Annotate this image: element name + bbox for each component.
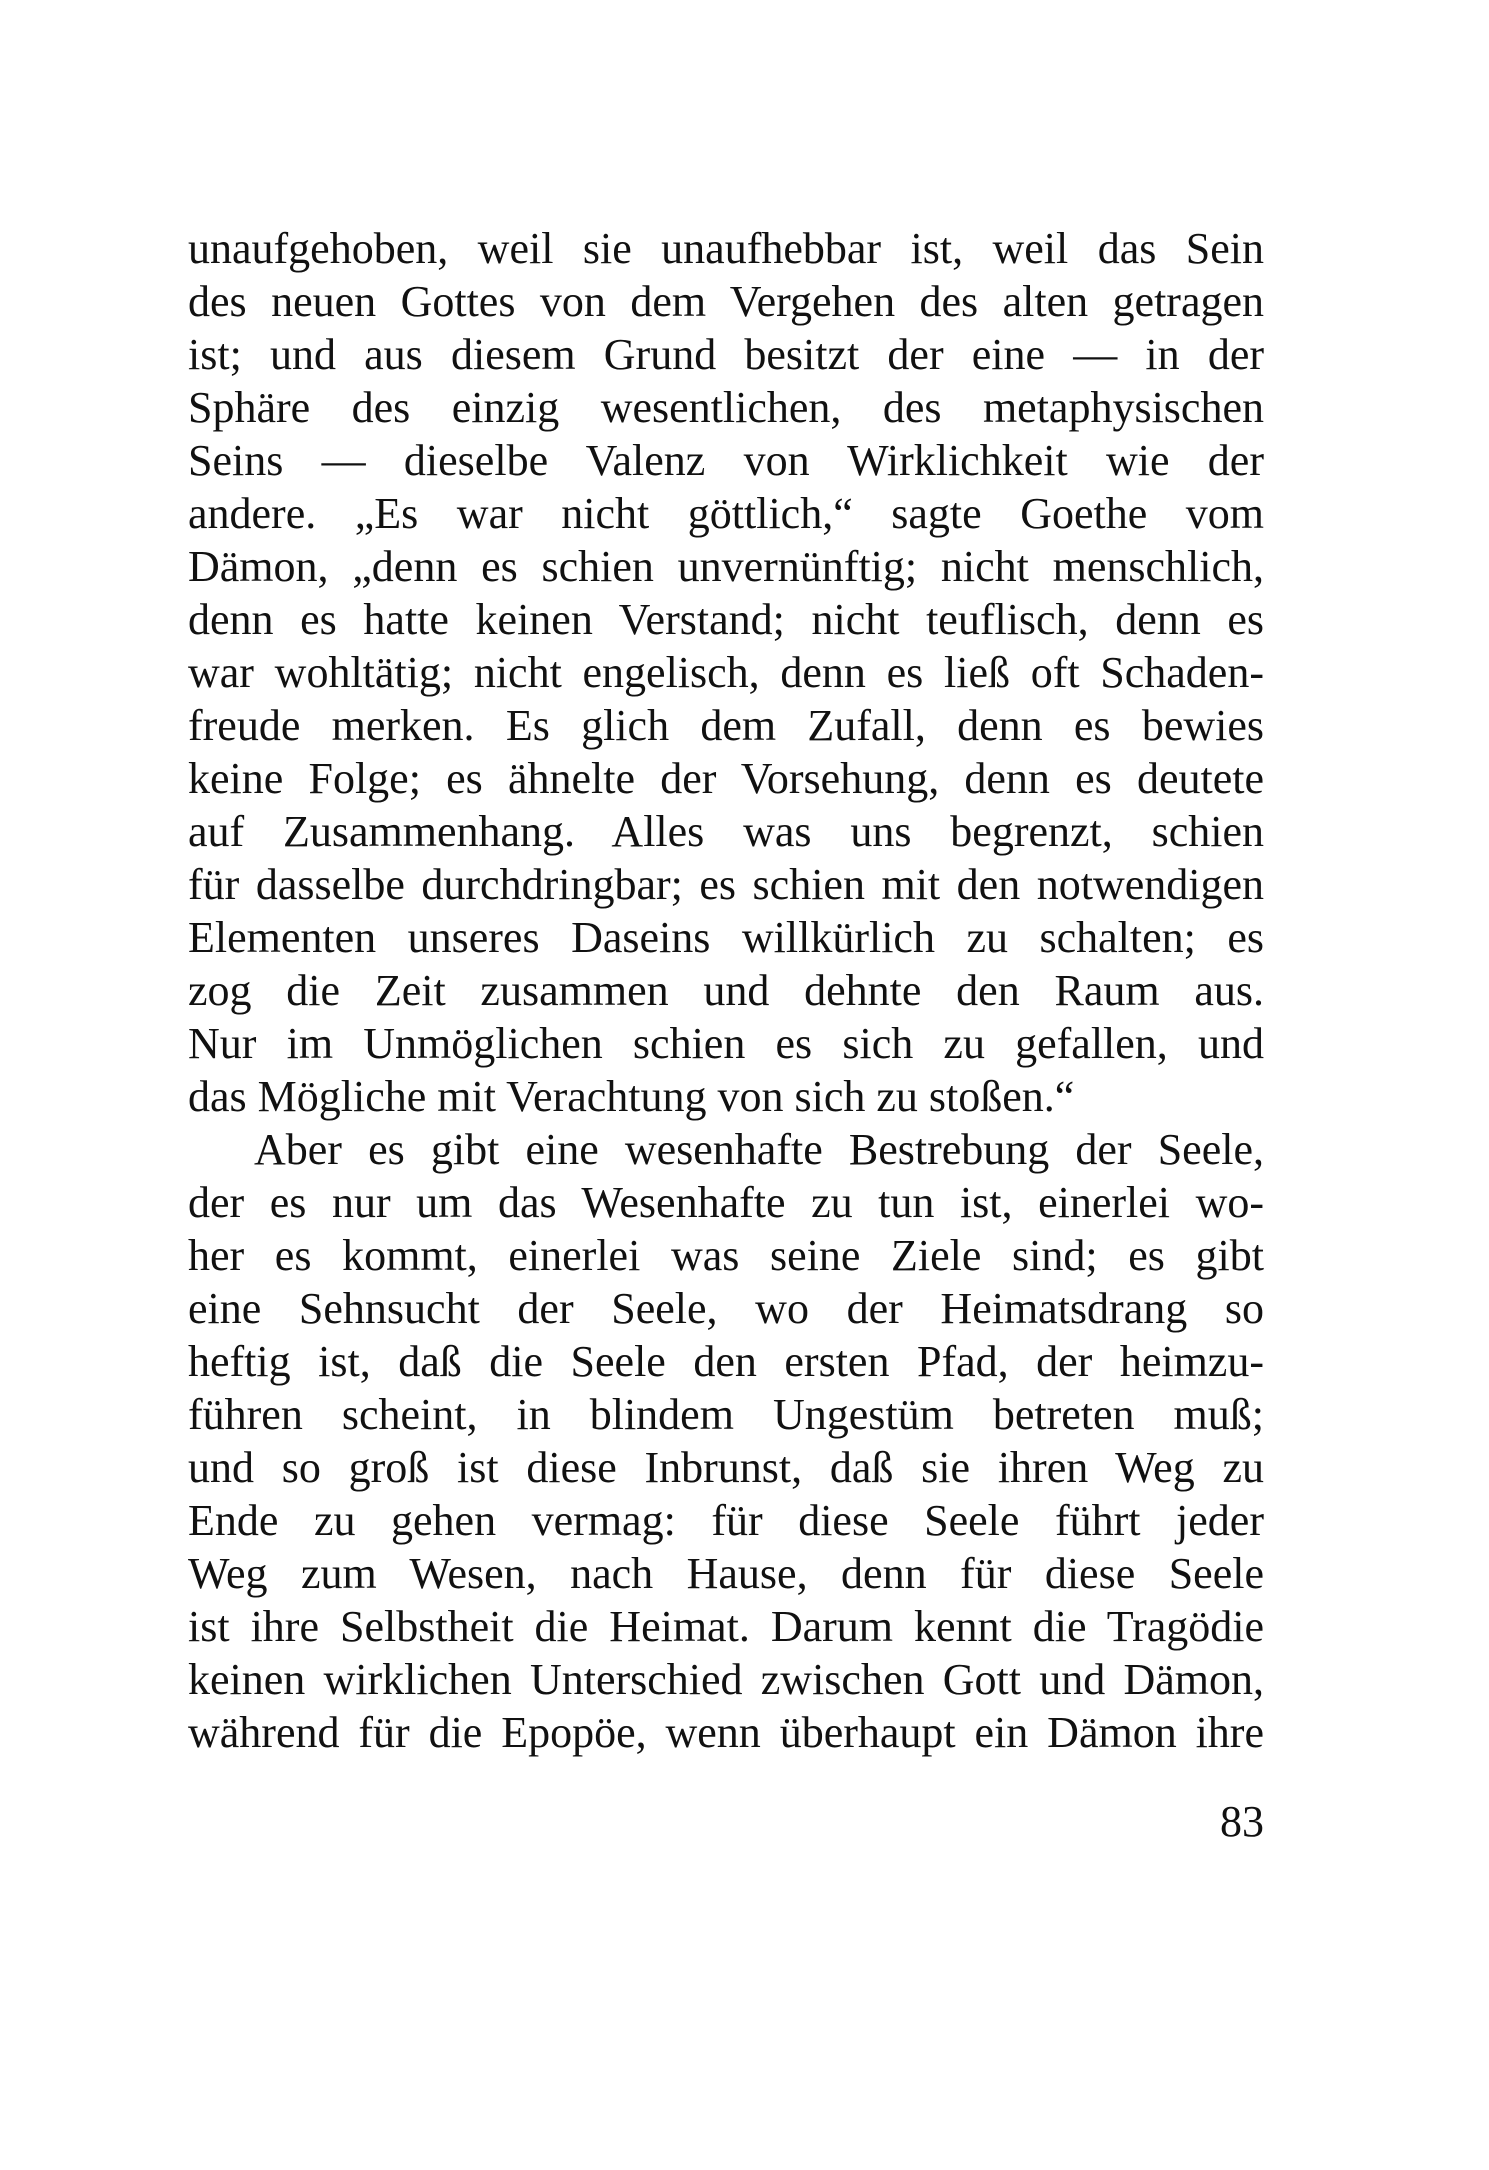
text-line: während für die Epopöe, wenn überhaupt ein Dämon ihre	[188, 1708, 1264, 1757]
text-line: Seins — dieselbe Valenz von Wirklichkeit wie der	[188, 436, 1264, 485]
text-line: und so groß ist diese Inbrunst, daß sie ihren Weg zu	[188, 1443, 1264, 1492]
text-line: heftig ist, daß die Seele den ersten Pfad, der heimzu-	[188, 1337, 1264, 1386]
text-line: andere. „Es war nicht göttlich,“ sagte Goethe vom	[188, 489, 1264, 538]
text-line: eine Sehnsucht der Seele, wo der Heimatsdrang so	[188, 1284, 1264, 1333]
text-line: ist ihre Selbstheit die Heimat. Darum kennt die Tragödie	[188, 1602, 1264, 1651]
text-line: freude merken. Es glich dem Zufall, denn es bewies	[188, 701, 1264, 750]
text-line: auf Zusammenhang. Alles was uns begrenzt, schien	[188, 807, 1264, 856]
text-line: Elementen unseres Daseins willkürlich zu schalten; es	[188, 913, 1264, 962]
body-text	[188, 222, 1264, 1759]
page-number: 83	[1220, 1797, 1264, 1846]
text-line: Nur im Unmöglichen schien es sich zu gefallen, und	[188, 1019, 1264, 1068]
text-line: des neuen Gottes von dem Vergehen des alten getragen	[188, 277, 1264, 326]
text-line: Aber es gibt eine wesenhafte Bestrebung der Seele,	[254, 1125, 1264, 1174]
text-line: zog die Zeit zusammen und dehnte den Raum aus.	[188, 966, 1264, 1015]
text-line: der es nur um das Wesenhafte zu tun ist, einerlei wo-	[188, 1178, 1264, 1227]
text-line: Weg zum Wesen, nach Hause, denn für diese Seele	[188, 1549, 1264, 1598]
text-line: ist; und aus diesem Grund besitzt der eine — in der	[188, 330, 1264, 379]
text-line: Dämon, „denn es schien unvernünftig; nicht menschlich,	[188, 542, 1264, 591]
text-line: keinen wirklichen Unterschied zwischen Gott und Dämon,	[188, 1655, 1264, 1704]
text-line: war wohltätig; nicht engelisch, denn es ließ oft Schaden-	[188, 648, 1264, 697]
text-line: das Mögliche mit Verachtung von sich zu stoßen.“	[188, 1072, 1075, 1121]
text-line: führen scheint, in blindem Ungestüm betreten muß;	[188, 1390, 1264, 1439]
text-line: denn es hatte keinen Verstand; nicht teuflisch, denn es	[188, 595, 1264, 644]
text-line: unaufgehoben, weil sie unaufhebbar ist, weil das Sein	[188, 224, 1264, 273]
text-line: für dasselbe durchdringbar; es schien mit den notwendigen	[188, 860, 1264, 909]
text-line: her es kommt, einerlei was seine Ziele sind; es gibt	[188, 1231, 1264, 1280]
text-line: Sphäre des einzig wesentlichen, des metaphysischen	[188, 383, 1264, 432]
text-line: Ende zu gehen vermag: für diese Seele führt jeder	[188, 1496, 1264, 1545]
text-line: keine Folge; es ähnelte der Vorsehung, denn es deutete	[188, 754, 1264, 803]
